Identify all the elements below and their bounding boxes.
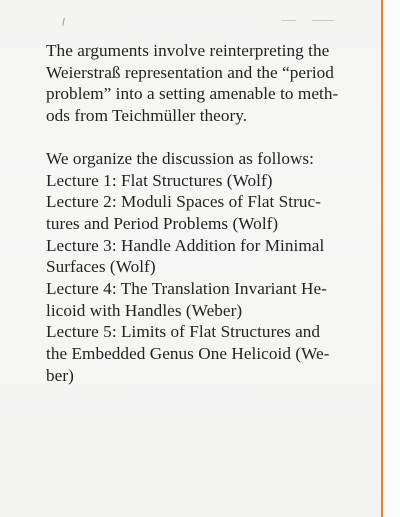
lecture-4-line: licoid with Handles (Weber) <box>46 300 243 320</box>
text-line: The arguments involve reinterpreting the <box>46 41 330 60</box>
lecture-4-line: Lecture 4: The Translation Invariant He- <box>46 279 327 299</box>
outline-paragraph <box>46 148 366 387</box>
lecture-2-line: tures and Period Problems (Wolf) <box>46 213 279 233</box>
paragraph-gap <box>46 127 366 148</box>
scan-mark <box>282 20 296 21</box>
page-text <box>46 40 366 387</box>
lecture-5-line: the Embedded Genus One Helicoid (We- <box>46 344 330 364</box>
scan-mark <box>312 20 334 21</box>
lecture-5-line: Lecture 5: Limits of Flat Structures and <box>46 322 321 342</box>
lecture-1-line: Lecture 1: Flat Structures (Wolf) <box>46 170 273 190</box>
lecture-3-line: Lecture 3: Handle Addition for Minimal <box>46 235 325 255</box>
intro-paragraph <box>46 40 366 127</box>
outline-lead-in: We organize the discussion as follows: <box>46 148 314 168</box>
scan-mark <box>62 18 65 26</box>
page-edge <box>383 0 400 517</box>
text-line: ods from Teichmüller theory. <box>46 106 248 126</box>
lecture-2-line: Lecture 2: Moduli Spaces of Flat Struc- <box>46 192 321 212</box>
text-line: Weierstraß representation and the “period <box>46 62 334 82</box>
lecture-3-line: Surfaces (Wolf) <box>46 257 156 277</box>
lecture-5-line: ber) <box>46 365 74 385</box>
text-line: problem” into a setting amenable to meth- <box>46 84 339 104</box>
